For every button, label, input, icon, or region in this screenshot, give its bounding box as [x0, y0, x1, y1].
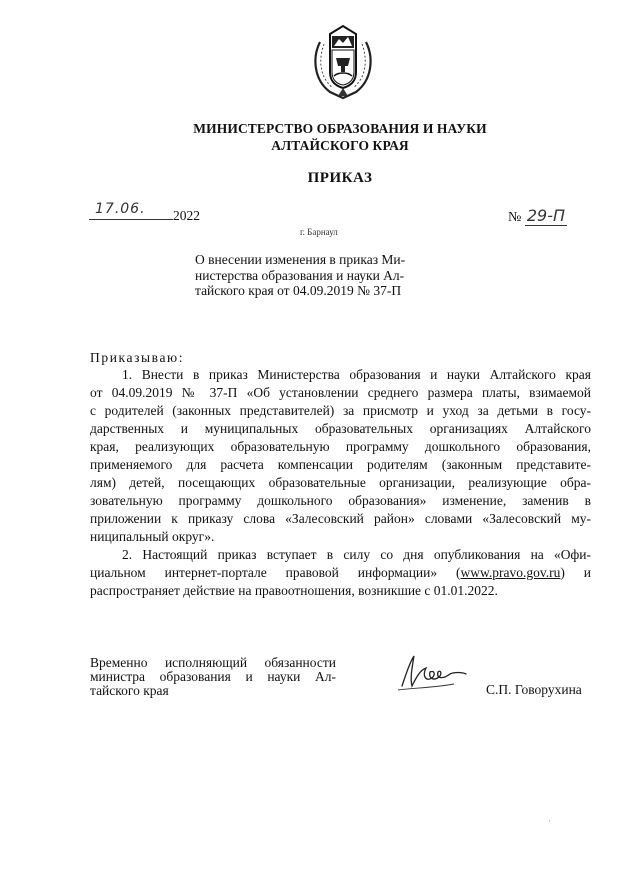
subject-line: нистерства образования и науки Ал-	[195, 267, 405, 283]
handwritten-number: 29-П	[526, 206, 566, 225]
paragraph-2	[90, 546, 591, 600]
ministry-name-line1: МИНИСТЕРСТВО ОБРАЗОВАНИЯ И НАУКИ	[193, 121, 487, 136]
order-number	[508, 206, 567, 226]
city-label: г. Барнаул	[300, 227, 338, 237]
coat-of-arms-emblem	[308, 22, 378, 100]
ministry-name-line2: АЛТАЙСКОГО КРАЯ	[271, 138, 409, 153]
handwritten-date: 17.06.	[95, 201, 146, 217]
order-body	[90, 366, 591, 600]
number-sign: №	[508, 210, 522, 225]
body-line: 1. Внести в приказ Министерства образования и науки Алтайского края	[122, 367, 591, 382]
body-line: зовательную программу дошкольного образования» изменение, заменив в	[90, 493, 591, 508]
signer-position-line: Временно исполняющий обязанности	[90, 655, 336, 670]
body-line: края, реализующих образовательную программу дошкольного образования,	[90, 439, 591, 454]
body-text: циальном интернет-портале правовой информации» (	[90, 565, 461, 580]
body-line: ниципальный округ».	[90, 529, 215, 544]
signer-position-line: тайского края	[90, 683, 169, 698]
pravo-gov-link[interactable]: www.pravo.gov.ru	[460, 565, 561, 580]
body-line: 2. Настоящий приказ вступает в силу со дня опубликования на «Офи-	[122, 547, 591, 562]
order-subject	[195, 252, 463, 299]
body-line: лям) детей, посещающих образовательные организации, реализующие обра-	[90, 475, 591, 490]
signer-position-line: министра образования и науки Ал-	[90, 669, 336, 684]
subject-line: тайского края от 04.09.2019 № 37-П	[195, 283, 402, 298]
body-text: ) и	[560, 565, 591, 580]
body-line: от 04.09.2019 № 37-П «Об установлении среднего размера платы, взимаемой	[90, 385, 591, 400]
document-type-title: ПРИКАЗ	[307, 170, 373, 186]
subject-line: О внесении изменения в приказ Ми-	[195, 252, 406, 267]
ministry-header	[150, 120, 530, 154]
scan-mark: ·	[548, 816, 551, 826]
body-line: дарственных и муниципальных образовательных организациях Алтайского	[90, 421, 591, 436]
body-line: приложении к приказу слова «Залесовский район» словами «Залесовский му-	[90, 511, 591, 526]
signer-position	[90, 656, 336, 698]
order-year: 2022	[173, 208, 200, 223]
signer-name: С.П. Говорухина	[486, 682, 582, 697]
body-line: распространяет действие на правоотношения, возникшие с 01.01.2022.	[90, 583, 498, 598]
paragraph-1	[90, 366, 591, 546]
body-line: применяемого для расчета компенсации родителям (законным представите-	[90, 457, 591, 472]
body-line	[90, 564, 591, 582]
handwritten-signature	[392, 650, 472, 694]
order-date	[89, 201, 200, 224]
body-line: с родителей (законных представителей) за присмотр и уход за детьми в госу-	[90, 403, 591, 418]
decree-word: Приказываю:	[90, 350, 185, 365]
